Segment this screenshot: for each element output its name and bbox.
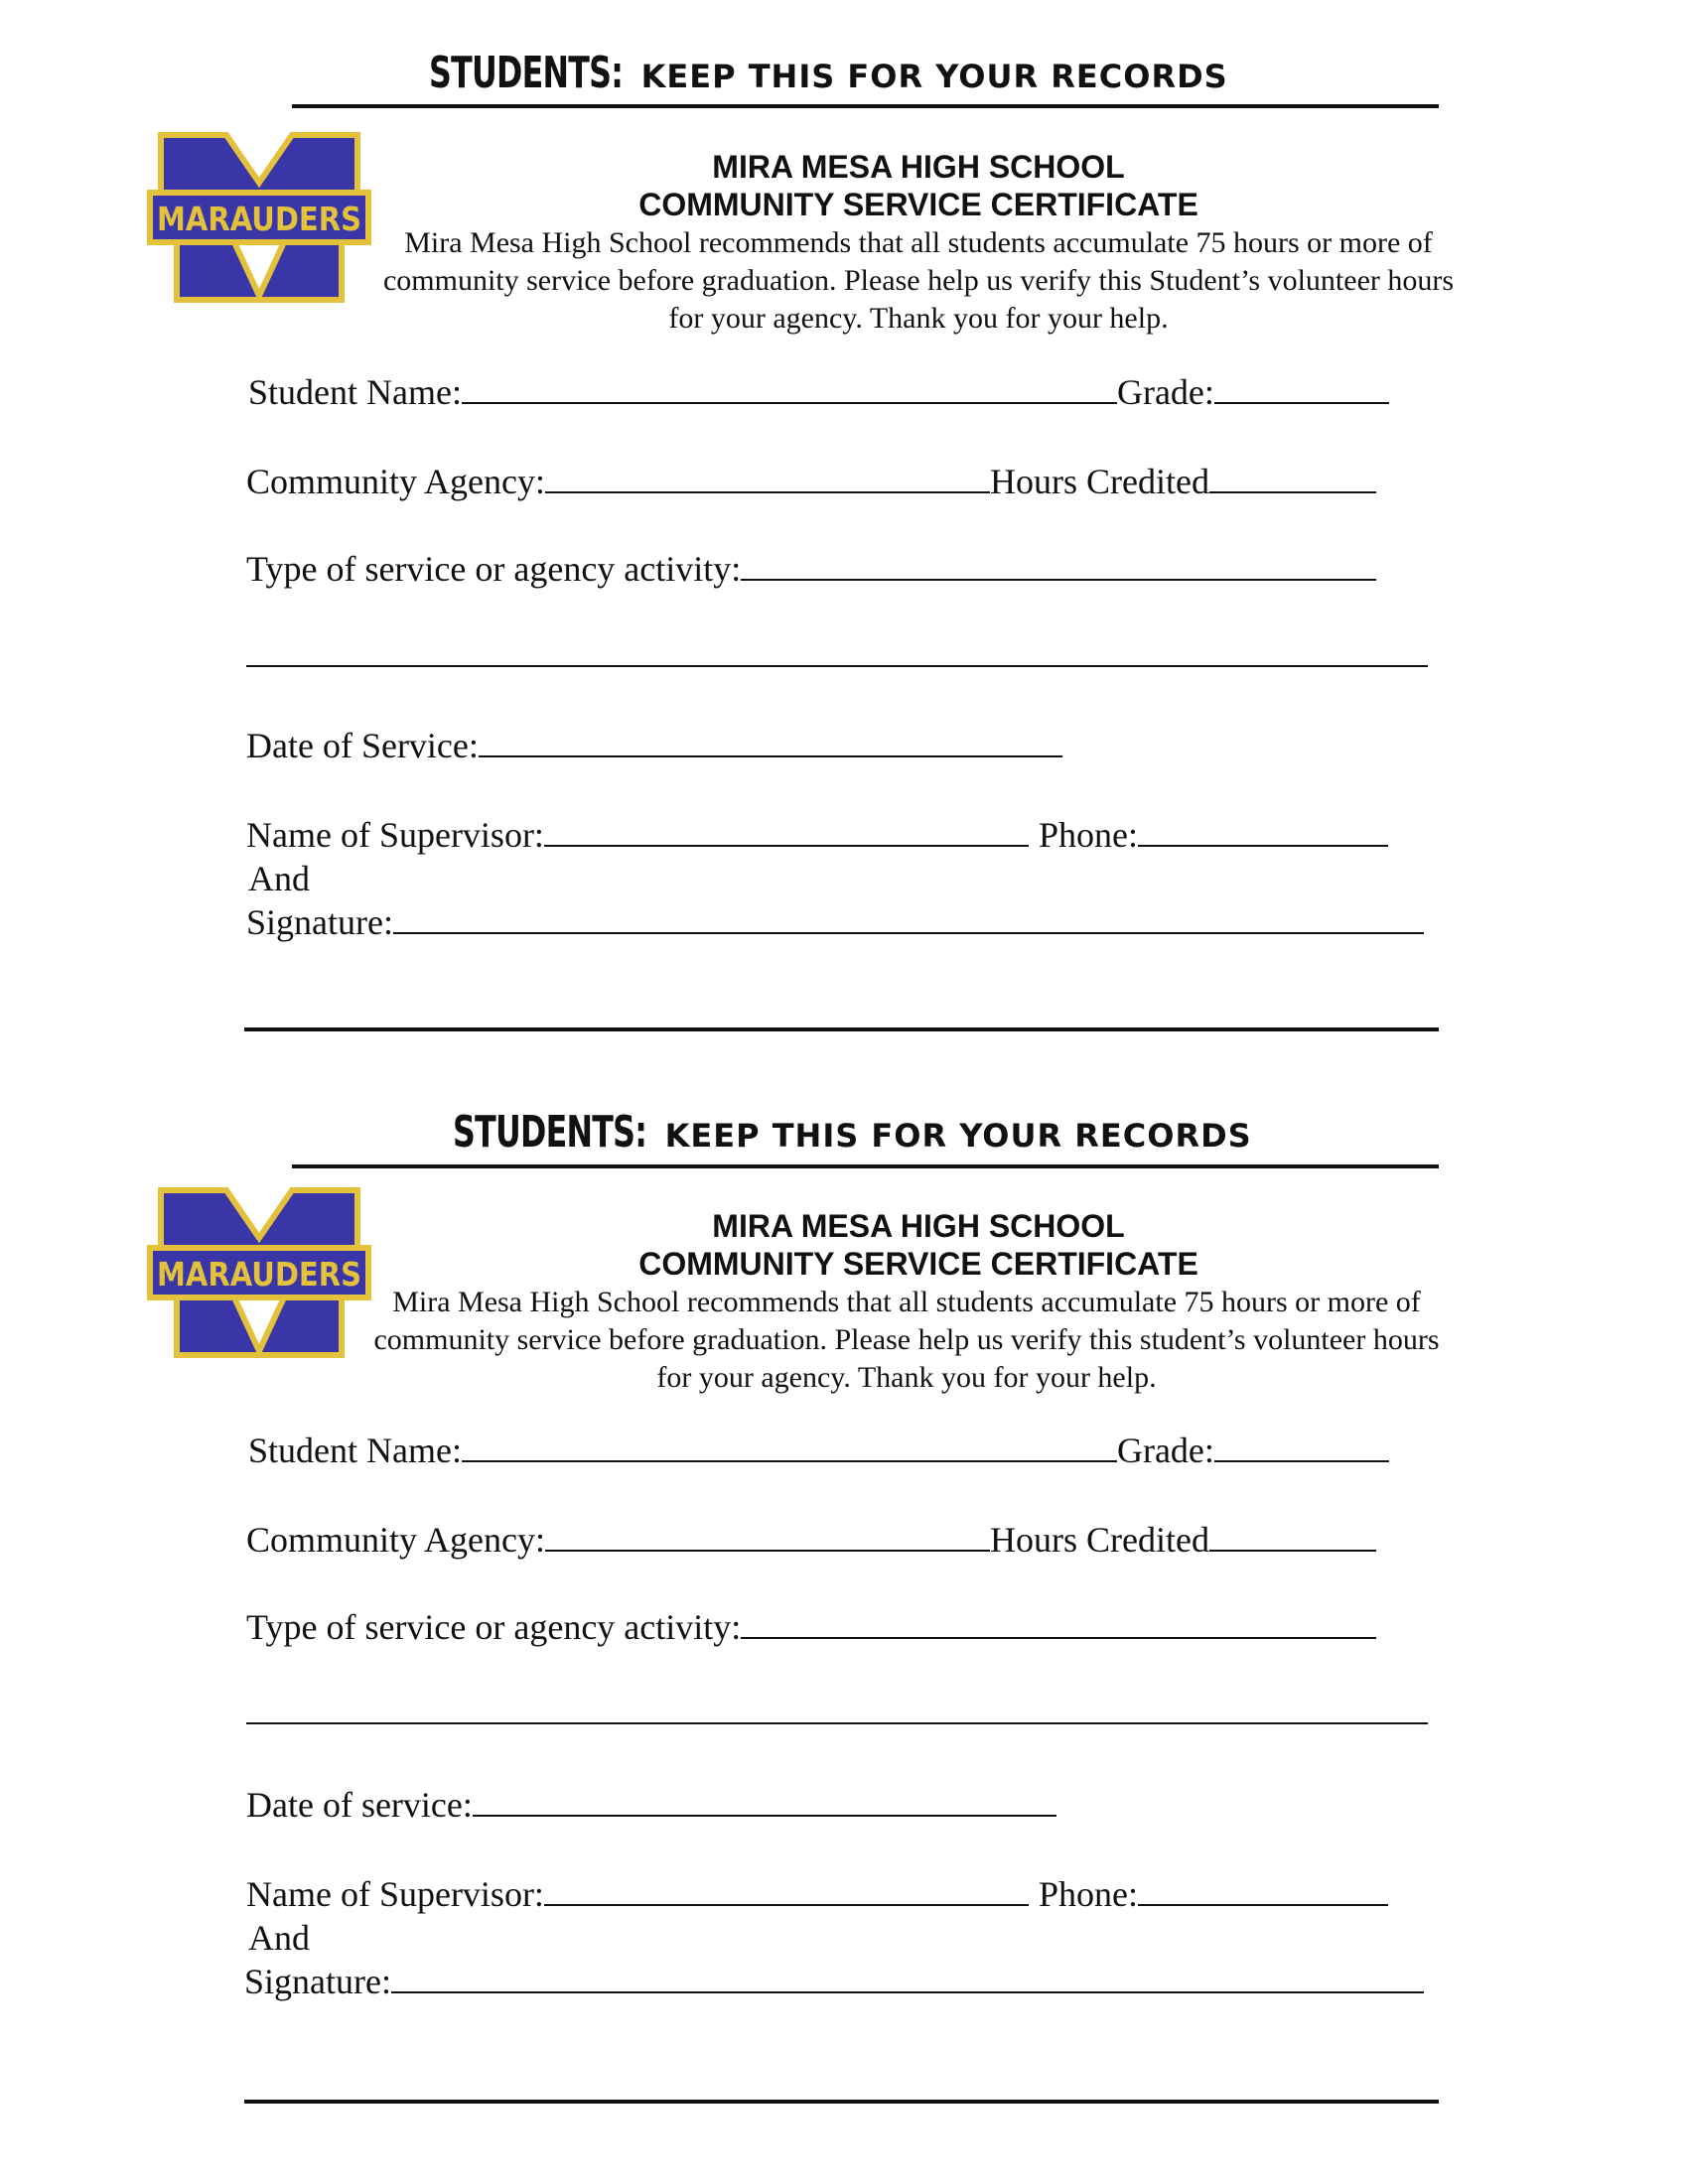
intro-text: Mira Mesa High School recommends that all students accumulate 75 hours or more of community service before graduation. Please help us verify this student’s volunteer hours for your agency. Thank you for your help. bbox=[373, 1286, 1440, 1394]
grade-field[interactable] bbox=[1214, 372, 1389, 404]
section-divider bbox=[244, 1027, 1439, 1031]
signature-field[interactable] bbox=[391, 1962, 1424, 1993]
phone-field[interactable] bbox=[1138, 1874, 1388, 1906]
school-title: MIRA MESA HIGH SCHOOL bbox=[712, 149, 1125, 185]
header-rule bbox=[292, 104, 1439, 108]
records-header bbox=[429, 48, 1228, 98]
supervisor-field[interactable] bbox=[544, 815, 1029, 847]
certificate-section-1 bbox=[0, 0, 1688, 1067]
community-agency-label: Community Agency: bbox=[246, 462, 545, 501]
date-of-service-field[interactable] bbox=[473, 1785, 1056, 1817]
type-of-service-row-2 bbox=[246, 1693, 1428, 1738]
students-label: STUDENTS: bbox=[453, 1107, 647, 1158]
date-of-service-field[interactable] bbox=[479, 726, 1062, 757]
supervisor-row bbox=[246, 1873, 1388, 1919]
hours-credited-label: Hours Credited bbox=[990, 462, 1209, 501]
supervisor-label: Name of Supervisor: bbox=[246, 1874, 544, 1914]
student-name-field[interactable] bbox=[462, 372, 1117, 404]
date-of-service-row bbox=[246, 725, 1062, 770]
intro-text: Mira Mesa High School recommends that all students accumulate 75 hours or more of community service before graduation. Please help us verify this Student’s volunteer hours for your agency. Thank you for your help. bbox=[382, 226, 1455, 335]
supervisor-field[interactable] bbox=[544, 1874, 1029, 1906]
student-name-label: Student Name: bbox=[248, 1431, 462, 1470]
type-of-service-row-2 bbox=[246, 635, 1428, 681]
grade-field[interactable] bbox=[1214, 1431, 1389, 1462]
grade-label: Grade: bbox=[1116, 372, 1214, 412]
type-of-service-field-2[interactable] bbox=[246, 635, 1428, 667]
and-label: And bbox=[248, 859, 310, 898]
phone-field[interactable] bbox=[1138, 815, 1388, 847]
type-of-service-field[interactable] bbox=[741, 549, 1376, 581]
hours-credited-field[interactable] bbox=[1209, 1520, 1376, 1552]
header-rule bbox=[292, 1164, 1439, 1168]
date-of-service-label: Date of Service: bbox=[246, 726, 479, 765]
supervisor-row bbox=[246, 814, 1388, 860]
section-divider bbox=[244, 2100, 1439, 2104]
keep-records-label: KEEP THIS FOR YOUR RECORDS bbox=[664, 1117, 1252, 1155]
phone-label: Phone: bbox=[1038, 1874, 1138, 1914]
signature-label: Signature: bbox=[244, 1962, 391, 2001]
students-label: STUDENTS: bbox=[429, 48, 624, 98]
hours-credited-label: Hours Credited bbox=[990, 1520, 1209, 1560]
phone-label: Phone: bbox=[1038, 815, 1138, 855]
certificate-title: COMMUNITY SERVICE CERTIFICATE bbox=[638, 1246, 1198, 1282]
signature-label: Signature: bbox=[246, 902, 393, 942]
type-of-service-label: Type of service or agency activity: bbox=[246, 549, 742, 589]
community-agency-field[interactable] bbox=[545, 462, 990, 493]
hours-credited-field[interactable] bbox=[1209, 462, 1376, 493]
date-of-service-row bbox=[246, 1784, 1056, 1830]
student-name-row bbox=[248, 1430, 1389, 1475]
type-of-service-field-2[interactable] bbox=[246, 1693, 1428, 1724]
type-of-service-row bbox=[246, 548, 1376, 594]
student-name-label: Student Name: bbox=[248, 372, 462, 412]
certificate-title: COMMUNITY SERVICE CERTIFICATE bbox=[638, 187, 1198, 222]
signature-row bbox=[244, 1961, 1424, 2006]
logo-text: MARAUDERS bbox=[157, 200, 361, 238]
type-of-service-field[interactable] bbox=[741, 1607, 1376, 1639]
student-name-field[interactable] bbox=[462, 1431, 1117, 1462]
keep-records-label: KEEP THIS FOR YOUR RECORDS bbox=[640, 58, 1228, 95]
signature-row bbox=[246, 901, 1424, 947]
type-of-service-row bbox=[246, 1606, 1376, 1652]
type-of-service-label: Type of service or agency activity: bbox=[246, 1607, 742, 1647]
signature-field[interactable] bbox=[393, 902, 1424, 934]
records-header bbox=[453, 1107, 1252, 1158]
community-agency-row bbox=[246, 1519, 1376, 1565]
and-label: And bbox=[248, 1918, 310, 1958]
date-of-service-label: Date of service: bbox=[246, 1785, 473, 1825]
community-agency-label: Community Agency: bbox=[246, 1520, 545, 1560]
logo-text: MARAUDERS bbox=[157, 1255, 361, 1294]
student-name-row bbox=[248, 371, 1389, 417]
grade-label: Grade: bbox=[1116, 1431, 1214, 1470]
community-agency-field[interactable] bbox=[545, 1520, 990, 1552]
supervisor-label: Name of Supervisor: bbox=[246, 815, 544, 855]
community-agency-row bbox=[246, 461, 1376, 506]
school-title: MIRA MESA HIGH SCHOOL bbox=[712, 1208, 1125, 1244]
and-row bbox=[248, 858, 310, 903]
and-row bbox=[248, 1917, 310, 1963]
certificate-section-2 bbox=[0, 1067, 1688, 2134]
